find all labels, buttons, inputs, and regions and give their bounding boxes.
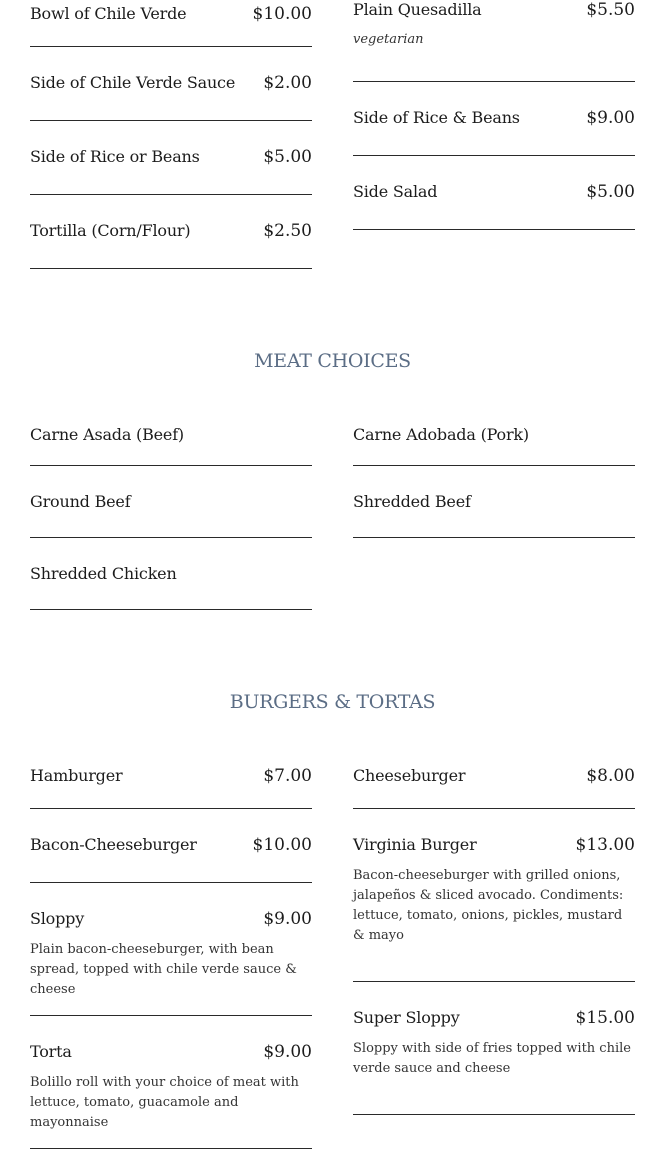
item-description: Bolillo roll with your choice of meat with lettuce, tomato, guacamole and mayonnaise <box>30 1075 299 1130</box>
menu-item <box>30 766 312 809</box>
item-price: $15.00 <box>575 1008 635 1028</box>
burgers-right-column <box>353 766 635 1115</box>
item-price: $10.00 <box>252 835 312 855</box>
item-price: $5.00 <box>586 182 635 202</box>
section-title-meat: MEAT CHOICES <box>254 350 411 372</box>
item-name: Virginia Burger <box>353 835 477 854</box>
item-price: $9.00 <box>586 108 635 128</box>
item-description: Bacon-cheeseburger with grilled onions, jalapeños & sliced avocado. Condiments: lettuce, tomato, onions, pickles, mustard & mayo <box>353 868 624 943</box>
menu-item <box>30 1016 312 1149</box>
menu-item <box>30 809 312 883</box>
item-price: $8.00 <box>586 766 635 786</box>
menu-item <box>353 766 635 809</box>
menu-item <box>353 982 635 1115</box>
item-price: $13.00 <box>575 835 635 855</box>
menu-item <box>353 809 635 982</box>
item-name: Hamburger <box>30 766 123 785</box>
item-name: Side of Chile Verde Sauce <box>30 73 236 92</box>
item-price: $2.00 <box>263 73 312 93</box>
meat-choice <box>30 466 312 538</box>
menu-item <box>353 156 635 230</box>
item-price: $9.00 <box>263 909 312 929</box>
item-name: Side of Rice or Beans <box>30 147 200 166</box>
meat-left-column <box>30 425 312 610</box>
menu-item <box>353 82 635 156</box>
menu-item <box>353 0 635 82</box>
item-price: $7.00 <box>263 766 312 786</box>
item-name: Carne Asada (Beef) <box>30 425 184 444</box>
sides-right-column <box>353 0 635 230</box>
item-note: vegetarian <box>353 32 424 47</box>
menu-item <box>30 4 312 47</box>
meat-choice <box>30 425 312 466</box>
item-name: Sloppy <box>30 909 85 928</box>
item-name: Torta <box>30 1042 72 1061</box>
item-price: $2.50 <box>263 221 312 241</box>
item-description: Sloppy with side of fries topped with chile verde sauce and cheese <box>353 1041 631 1076</box>
item-name: Bacon-Cheeseburger <box>30 835 197 854</box>
item-price: $5.50 <box>586 0 635 20</box>
item-name: Tortilla (Corn/Flour) <box>30 221 191 240</box>
burgers-left-column <box>30 766 312 1149</box>
item-name: Side of Rice & Beans <box>353 108 520 127</box>
section-title-burgers: BURGERS & TORTAS <box>229 691 436 713</box>
menu-item <box>30 121 312 195</box>
item-name: Shredded Beef <box>353 492 471 511</box>
item-name: Super Sloppy <box>353 1008 460 1027</box>
menu-item <box>30 47 312 121</box>
item-name: Cheeseburger <box>353 766 466 785</box>
item-name: Carne Adobada (Pork) <box>353 425 529 444</box>
item-description: Plain bacon-cheeseburger, with bean spread, topped with chile verde sauce & cheese <box>30 942 297 997</box>
meat-right-column <box>353 425 635 538</box>
item-name: Bowl of Chile Verde <box>30 4 187 23</box>
meat-choice <box>353 425 635 466</box>
meat-choice <box>353 466 635 538</box>
item-name: Ground Beef <box>30 492 131 511</box>
menu-item <box>30 195 312 269</box>
sides-left-column <box>30 4 312 269</box>
item-price: $5.00 <box>263 147 312 167</box>
item-price: $10.00 <box>252 4 312 24</box>
menu-item <box>30 883 312 1016</box>
item-name: Shredded Chicken <box>30 564 177 583</box>
item-name: Plain Quesadilla <box>353 0 482 19</box>
item-price: $9.00 <box>263 1042 312 1062</box>
item-name: Side Salad <box>353 182 438 201</box>
meat-choice <box>30 538 312 610</box>
